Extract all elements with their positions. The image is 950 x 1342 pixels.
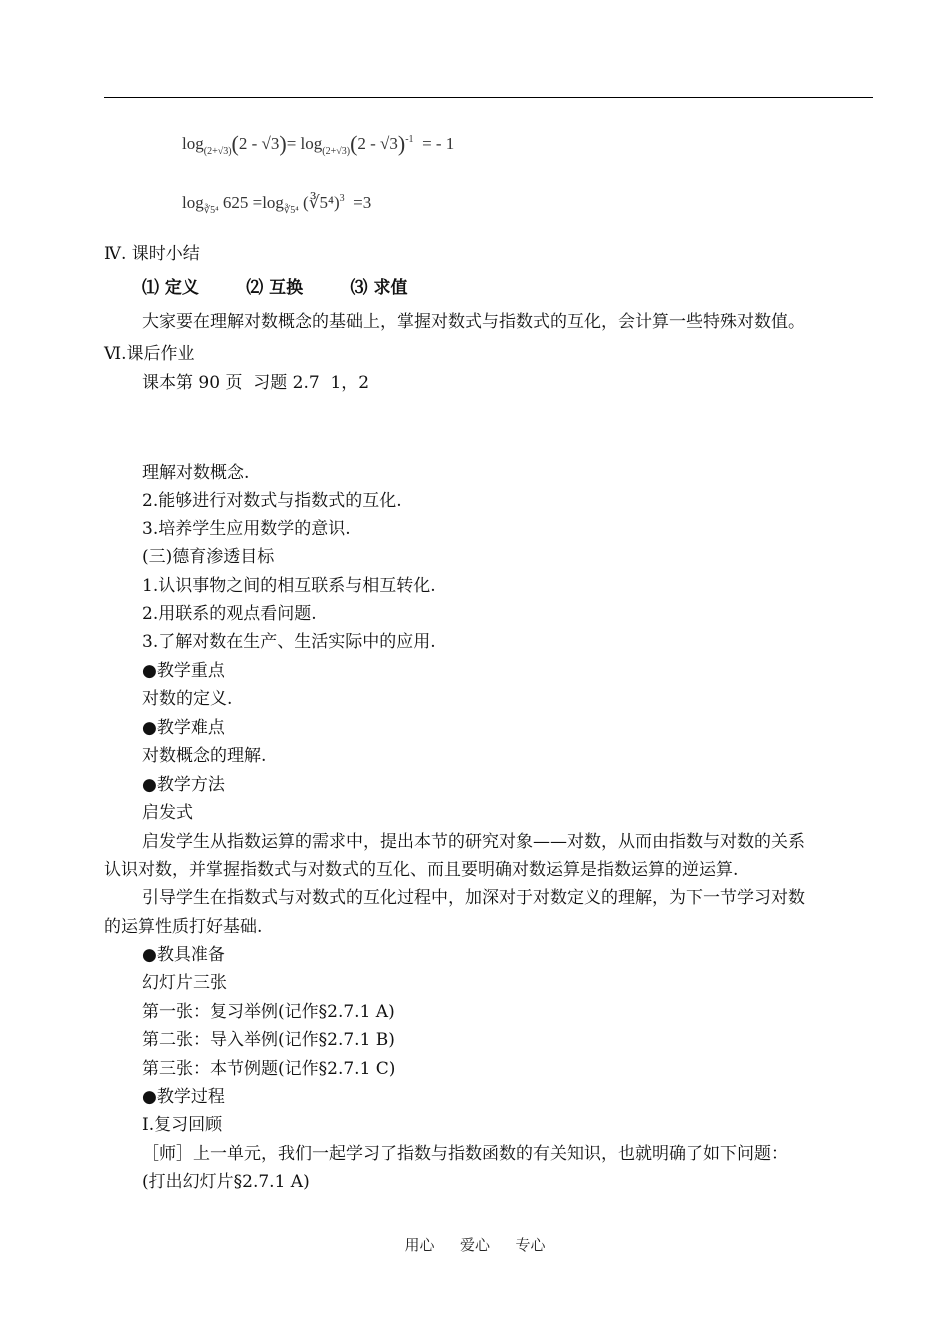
slide-item: 第二张：导入举例(记作§2.7.1 B): [142, 1030, 395, 1050]
eq2-rhs-base: ∛5⁴: [283, 205, 299, 216]
eq2-rhs-log: log: [262, 193, 284, 212]
eq1-rhs-log: log: [300, 134, 323, 153]
paragraph-line: ［师］上一单元，我们一起学习了指数与指数函数的有关知识，也就明确了如下问题：: [142, 1144, 788, 1164]
objective-line: 3.了解对数在生产、生活实际中的应用.: [142, 632, 436, 652]
bullet-heading: ●教学过程: [142, 1087, 225, 1107]
eq1-argument: 2 - √3: [238, 134, 280, 153]
objective-line: 2.用联系的观点看问题.: [142, 604, 317, 624]
slide-item: 第一张：复习举例(记作§2.7.1 A): [142, 1002, 395, 1022]
eq1-close-paren: ): [279, 131, 287, 156]
objective-line: 1.认识事物之间的相互联系与相互转化.: [142, 576, 436, 596]
section-subheading: (三)德育渗透目标: [142, 547, 275, 567]
objective-line: 理解对数概念.: [142, 463, 250, 483]
bullet-heading: ●教学方法: [142, 775, 225, 795]
eq1-rhs-argument: 2 - √3: [357, 134, 398, 153]
eq1-base: (2+√3): [203, 146, 232, 157]
eq2-log: log: [182, 193, 204, 212]
eq1-rhs-open-paren: (: [350, 131, 358, 156]
eq1-result: = - 1: [422, 134, 455, 153]
eq2-exponent: 3: [339, 193, 345, 204]
slide-item: 第三张：本节例题(记作§2.7.1 C): [142, 1059, 396, 1079]
eq2-equals: =: [252, 193, 263, 212]
paragraph-line: 引导学生在指数式与对数式的互化过程中，加深对于对数定义的理解，为下一节学习对数: [142, 888, 805, 908]
summary-paragraph: 大家要在理解对数概念的基础上，掌握对数式与指数式的互化，会计算一些特殊对数值。: [142, 312, 805, 332]
paragraph-line: (打出幻灯片§2.7.1 A): [142, 1172, 310, 1192]
eq1-equals: =: [286, 134, 297, 153]
paragraph-line: 启发式: [142, 803, 193, 823]
eq1-rhs-base: (2+√3): [322, 146, 351, 157]
paragraph-line: 的运算性质打好基础.: [104, 917, 263, 937]
objective-line: 2.能够进行对数式与指数式的互化.: [142, 491, 402, 511]
paragraph-line: 对数概念的理解.: [142, 746, 267, 766]
bullet-heading: ●教学难点: [142, 718, 225, 738]
paragraph-line: 启发学生从指数运算的需求中，提出本节的研究对象——对数，从而由指数与对数的关系: [142, 832, 805, 852]
page-footer: 用心 爱心 专心: [404, 1236, 546, 1254]
eq1-rhs-close-paren: ): [397, 131, 406, 156]
eq2-number: 625: [222, 193, 249, 212]
eq1-exponent: -1: [405, 134, 414, 145]
section-heading-summary: Ⅳ. 课时小结: [104, 244, 200, 264]
homework-text: 课本第 90 页 习题 2.7 1，2: [142, 373, 370, 393]
bullet-heading: ●教学重点: [142, 661, 225, 681]
paragraph-line: 认识对数，并掌握指数式与对数式的互化、而且要明确对数运算是指数运算的逆运算.: [104, 860, 739, 880]
eq2-result: =3: [353, 193, 372, 212]
eq2-base: ∛5⁴: [203, 205, 219, 216]
objective-line: 3.培养学生应用数学的意识.: [142, 519, 351, 539]
summary-points: ⑴ 定义 ⑵ 互换 ⑶ 求值: [142, 278, 408, 298]
paragraph-line: 对数的定义.: [142, 689, 233, 709]
eq1-open-paren: (: [231, 131, 239, 156]
paragraph-line: 幻灯片三张: [142, 973, 227, 993]
section-heading-homework: Ⅵ.课后作业: [104, 344, 195, 364]
bullet-heading: ●教具准备: [142, 945, 225, 965]
equation-log-625: [182, 193, 371, 216]
eq2-inner: (∛5⁴): [303, 193, 340, 212]
header-rule: [104, 97, 873, 98]
section-subheading: Ⅰ.复习回顾: [142, 1115, 223, 1135]
eq1-log: log: [182, 134, 204, 153]
equation-log-2-plus-sqrt3: [182, 131, 454, 157]
